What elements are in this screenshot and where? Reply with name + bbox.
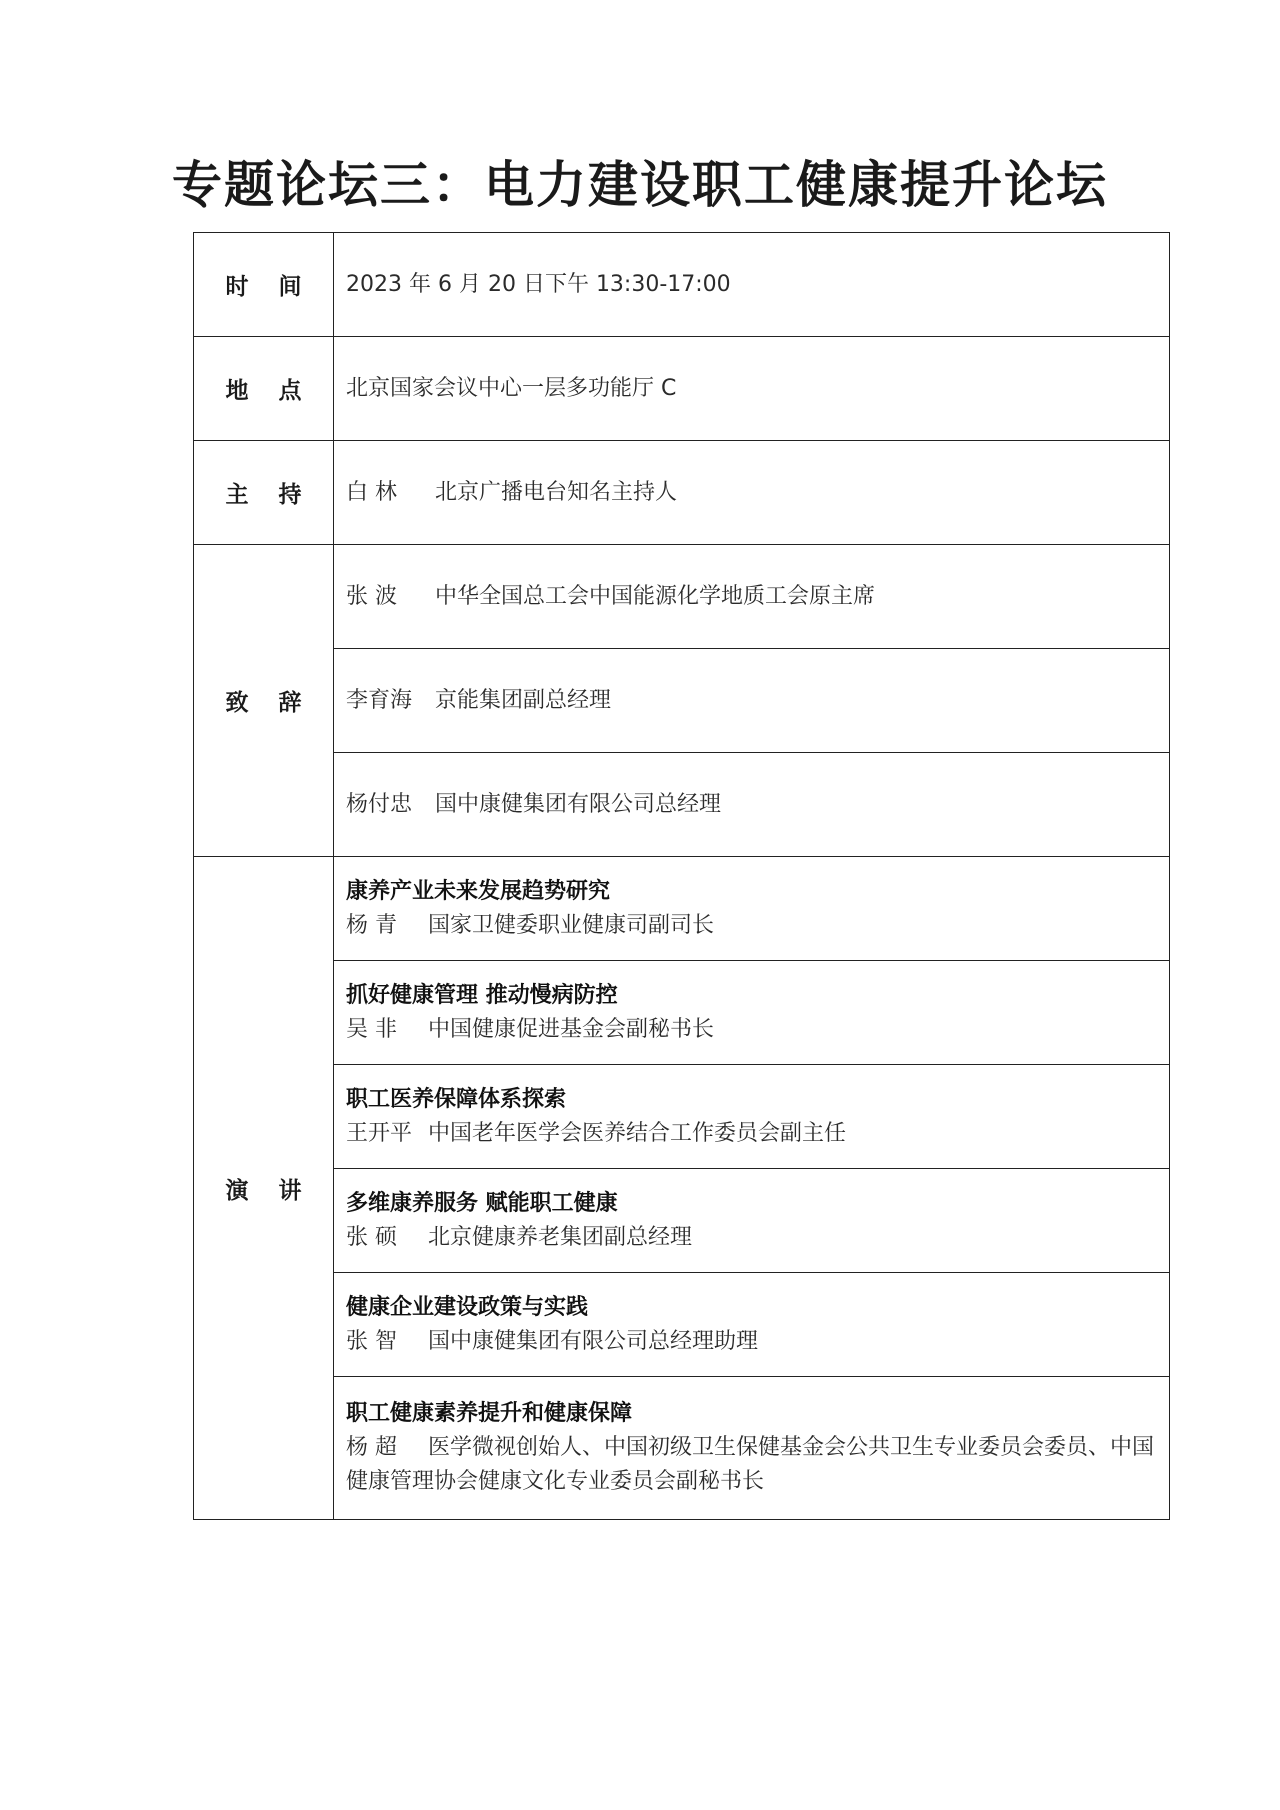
table-row: [194, 337, 1170, 441]
speech-item: [334, 961, 1170, 1065]
speech-speaker-role: 国家卫健委职业健康司副司长: [428, 912, 715, 938]
speech-speaker: [346, 1325, 1161, 1359]
row-label-time: 时间: [194, 233, 334, 337]
row-label-host: 主持: [194, 441, 334, 545]
speech-speaker-role: 国中康健集团有限公司总经理助理: [428, 1328, 759, 1354]
address-item: [334, 649, 1170, 753]
table-row: [194, 961, 1170, 1065]
table-row: [194, 649, 1170, 753]
table-row: [194, 441, 1170, 545]
address-speaker-name: 李育海: [346, 687, 413, 713]
speech-speaker-name: 杨 超: [346, 1435, 397, 1460]
address-item: [334, 545, 1170, 649]
speech-speaker: [346, 1117, 1161, 1151]
table-row: [194, 1273, 1170, 1377]
speech-speaker-name: 张 智: [346, 1328, 397, 1354]
speech-speaker-role: 中国健康促进基金会副秘书长: [428, 1016, 715, 1042]
table-row: [194, 545, 1170, 649]
speech-topic: 职工健康素养提升和健康保障: [346, 1401, 633, 1426]
table-row: [194, 1169, 1170, 1273]
speech-speaker-name: 张 硕: [346, 1224, 397, 1250]
speech-speaker-role: 医学微视创始人、中国初级卫生保健基金会公共卫生专业委员会委员、中国健康管理协会健康文化专业委员会副秘书长: [346, 1435, 1155, 1494]
address-speaker-role: 中华全国总工会中国能源化学地质工会原主席: [435, 583, 876, 609]
speech-item: [334, 1169, 1170, 1273]
speech-speaker-name: 吴 非: [346, 1016, 397, 1042]
time-value: 2023 年 6 月 20 日下午 13:30-17:00: [334, 233, 1170, 337]
speech-speaker: [346, 1431, 1161, 1499]
speech-item: [334, 1377, 1170, 1520]
host-role: 北京广播电台知名主持人: [435, 479, 678, 505]
page-title: 专题论坛三：电力建设职工健康提升论坛: [172, 155, 1108, 214]
speech-item: [334, 857, 1170, 961]
speech-topic: 健康企业建设政策与实践: [346, 1294, 589, 1320]
host-name: 白 林: [346, 479, 397, 505]
table-row: [194, 1377, 1170, 1520]
table-row: [194, 753, 1170, 857]
row-label-speeches: 演讲: [194, 857, 334, 1520]
address-speaker-role: 京能集团副总经理: [435, 687, 612, 713]
speech-speaker-name: 王开平: [346, 1120, 413, 1146]
address-speaker-name: 张 波: [346, 583, 397, 609]
speech-topic: 职工医养保障体系探索: [346, 1086, 567, 1112]
speech-item: [334, 1273, 1170, 1377]
host-value: [334, 441, 1170, 545]
table-row: [194, 1065, 1170, 1169]
speech-topic: 抓好健康管理 推动慢病防控: [346, 982, 618, 1008]
speech-speaker: [346, 909, 1161, 943]
row-label-venue: 地点: [194, 337, 334, 441]
table-row: [194, 857, 1170, 961]
row-label-address: 致辞: [194, 545, 334, 857]
speech-speaker-role: 中国老年医学会医养结合工作委员会副主任: [428, 1120, 847, 1146]
venue-value: 北京国家会议中心一层多功能厅 C: [334, 337, 1170, 441]
address-speaker-role: 国中康健集团有限公司总经理: [435, 791, 722, 817]
table-row: [194, 233, 1170, 337]
speech-topic: 多维康养服务 赋能职工健康: [346, 1190, 618, 1216]
agenda-table: [193, 232, 1170, 1520]
speech-speaker-role: 北京健康养老集团副总经理: [428, 1224, 693, 1250]
address-item: [334, 753, 1170, 857]
address-speaker-name: 杨付忠: [346, 791, 413, 817]
speech-speaker-name: 杨 青: [346, 912, 397, 938]
speech-speaker: [346, 1013, 1161, 1047]
speech-speaker: [346, 1221, 1161, 1255]
speech-item: [334, 1065, 1170, 1169]
speech-topic: 康养产业未来发展趋势研究: [346, 878, 611, 904]
